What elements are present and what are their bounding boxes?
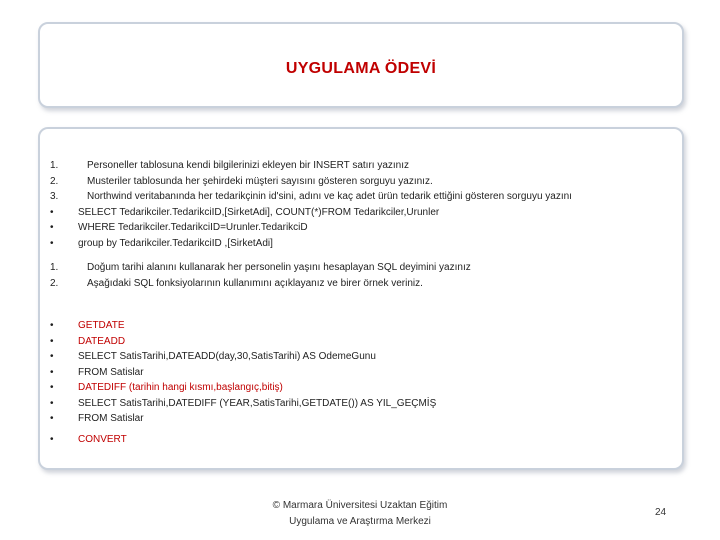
list-item <box>40 334 686 350</box>
list-item-text: Northwind veritabanında her tedarikçinin id'sini, adını ve kaç adet ürün tedarik ettiğini gösteren sorguyu yazını <box>87 191 572 202</box>
footer-line-1: © Marmara Üniversitesi Uzaktan Eğitim <box>272 500 448 511</box>
bullet-marker: • <box>50 320 54 331</box>
list-item <box>40 411 686 427</box>
bullet-marker: • <box>50 206 54 218</box>
list-item-text: FROM Satislar <box>78 413 144 424</box>
list-item-text: Doğum tarihi alanını kullanarak her personelin yaşını hesaplayan SQL deyimini yazınız <box>87 262 471 273</box>
list-item-text: Aşağıdaki SQL fonksiyolarının kullanımını açıklayanız ve birer örnek veriniz. <box>87 277 423 289</box>
bullet-marker: • <box>50 366 54 378</box>
list-item-text: Musteriler tablosunda her şehirdeki müşteri sayısını gösteren sorguyu yazınız. <box>87 175 433 187</box>
list-item-text: GETDATE <box>78 320 125 331</box>
list-item <box>40 276 686 292</box>
bullet-marker: • <box>50 222 54 233</box>
list-section-1 <box>40 158 686 251</box>
bullet-marker: • <box>50 434 54 445</box>
list-item-text: DATEADD <box>78 335 126 347</box>
content-box <box>38 127 684 470</box>
number-marker: 2. <box>50 277 59 289</box>
list-item-text: FROM Satislar <box>78 366 144 378</box>
list-item-text: group by Tedarikciler.TedarikciID ,[SirketAdi] <box>78 237 273 249</box>
list-item <box>40 158 686 174</box>
list-item <box>40 318 686 334</box>
bullet-marker: • <box>50 413 54 424</box>
list-item-text: DATEDIFF (tarihin hangi kısmı,başlangıç,bitiş) <box>78 382 283 393</box>
number-marker: 1. <box>50 262 59 273</box>
number-marker: 1. <box>50 160 59 171</box>
page-number: 24 <box>655 507 667 518</box>
list-item <box>40 189 686 205</box>
list-item-text: CONVERT <box>78 434 127 445</box>
list-item <box>40 396 686 412</box>
list-item-text: SELECT SatisTarihi,DATEADD(day,30,SatisTarihi) AS OdemeGunu <box>78 351 376 362</box>
bullet-marker: • <box>50 335 54 347</box>
list-item <box>40 220 686 236</box>
list-item <box>40 432 686 448</box>
list-item <box>40 365 686 381</box>
footer <box>210 498 510 530</box>
list-section-2 <box>40 260 686 291</box>
title-box <box>38 22 684 108</box>
list-item <box>40 380 686 396</box>
list-item-text: SELECT SatisTarihi,DATEDIFF (YEAR,SatisTarihi,GETDATE()) AS YIL_GEÇMİŞ <box>78 397 437 409</box>
list-item-text: WHERE Tedarikciler.TedarikciID=Urunler.TedarikciD <box>78 222 308 233</box>
footer-line-2: Uygulama ve Araştırma Merkezi <box>289 516 431 527</box>
number-marker: 2. <box>50 175 59 187</box>
bullet-marker: • <box>50 382 54 393</box>
list-item <box>40 205 686 221</box>
bullet-marker: • <box>50 397 54 409</box>
list-section-4 <box>40 432 686 448</box>
slide-title: UYGULAMA ÖDEVİ <box>285 60 437 77</box>
list-section-3 <box>40 318 686 427</box>
bullet-marker: • <box>50 237 54 249</box>
list-item <box>40 236 686 252</box>
list-item <box>40 349 686 365</box>
list-item-text: SELECT Tedarikciler.TedarikciID,[SirketAdi], COUNT(*)FROM Tedarikciler,Urunler <box>78 206 440 218</box>
bullet-marker: • <box>50 351 54 362</box>
list-item <box>40 174 686 190</box>
number-marker: 3. <box>50 191 59 202</box>
list-item-text: Personeller tablosuna kendi bilgilerinizi ekleyen bir INSERT satırı yazınız <box>87 160 410 171</box>
list-item <box>40 260 686 276</box>
